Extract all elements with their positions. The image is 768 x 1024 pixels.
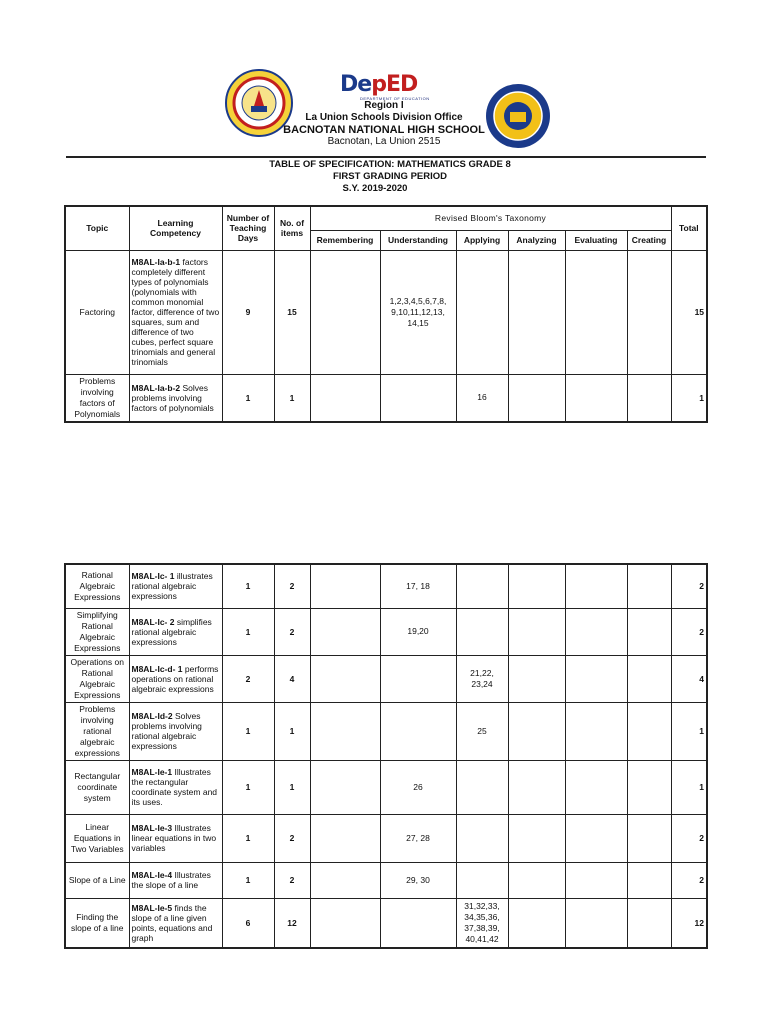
col-understanding: Understanding (380, 230, 456, 250)
days-cell: 1 (222, 564, 274, 608)
applying-cell: 16 (456, 374, 508, 422)
total-cell: 4 (671, 655, 707, 702)
remembering-cell (310, 608, 380, 655)
evaluating-cell (565, 564, 627, 608)
applying-cell: 21,22, 23,24 (456, 655, 508, 702)
table-row (65, 814, 707, 862)
competency-description: Illustrates the slope of a line (131, 870, 211, 890)
competency-cell (129, 655, 222, 702)
applying-cell (456, 760, 508, 814)
table-row (65, 760, 707, 814)
understanding-cell (380, 655, 456, 702)
letterhead (0, 60, 768, 160)
items-cell: 1 (274, 760, 310, 814)
items-cell: 4 (274, 655, 310, 702)
remembering-cell (310, 814, 380, 862)
competency-cell (129, 702, 222, 760)
evaluating-cell (565, 250, 627, 374)
school-name: BACNOTAN NATIONAL HIGH SCHOOL (283, 124, 485, 136)
competency-code: M8AL-Ic- 1 (131, 571, 175, 582)
applying-cell (456, 608, 508, 655)
understanding-cell: 1,2,3,4,5,6,7,8, 9,10,11,12,13, 14,15 (380, 250, 456, 374)
applying-cell (456, 250, 508, 374)
topic-cell: Slope of a Line (65, 862, 129, 898)
document-title (240, 159, 540, 195)
competency-description: Solves problems involving rational algebraic expressions (131, 711, 202, 751)
col-days: Number of Teaching Days (222, 206, 274, 250)
competency-code: M8AL-Ia-b-2 (131, 382, 181, 393)
competency-description: factors completely different types of polynomials (polynomials with common monomial factor, difference of two squares, sum and difference of two cubes, perfect square trinomials and general trinomials (131, 257, 220, 367)
address-text: Bacnotan, La Union 2515 (327, 136, 441, 147)
evaluating-cell (565, 862, 627, 898)
competency-cell (129, 250, 222, 374)
topic-cell: Problems involving factors of Polynomials (65, 374, 129, 422)
remembering-cell (310, 564, 380, 608)
topic-cell: Problems involving rational algebraic expressions (65, 702, 129, 760)
total-cell: 1 (671, 702, 707, 760)
topic-cell: Rational Algebraic Expressions (65, 564, 129, 608)
col-creating: Creating (627, 230, 671, 250)
understanding-cell: 27, 28 (380, 814, 456, 862)
evaluating-cell (565, 608, 627, 655)
division-text: La Union Schools Division Office (305, 112, 463, 123)
col-bloom: Revised Bloom's Taxonomy (310, 206, 671, 230)
topic-cell: Linear Equations in Two Variables (65, 814, 129, 862)
title-line-3: S.Y. 2019-2020 (342, 183, 408, 194)
remembering-cell (310, 702, 380, 760)
analyzing-cell (508, 374, 565, 422)
evaluating-cell (565, 374, 627, 422)
competency-cell (129, 814, 222, 862)
table-row (65, 250, 707, 374)
topic-cell: Finding the slope of a line (65, 898, 129, 948)
total-cell: 2 (671, 862, 707, 898)
table-row (65, 898, 707, 948)
items-cell: 15 (274, 250, 310, 374)
items-cell: 1 (274, 374, 310, 422)
analyzing-cell (508, 814, 565, 862)
days-cell: 1 (222, 862, 274, 898)
remembering-cell (310, 898, 380, 948)
competency-code: M8AL-Ic-d- 1 (131, 663, 183, 674)
understanding-cell (380, 374, 456, 422)
total-cell: 1 (671, 374, 707, 422)
evaluating-cell (565, 655, 627, 702)
col-topic: Topic (65, 206, 129, 250)
col-total: Total (671, 206, 707, 250)
school-info (260, 100, 508, 148)
competency-code: M8AL-Ia-b-1 (131, 257, 181, 267)
deped-subtitle: DEPARTMENT OF EDUCATION (360, 96, 430, 101)
understanding-cell: 19,20 (380, 608, 456, 655)
competency-cell (129, 862, 222, 898)
total-cell: 2 (671, 564, 707, 608)
competency-code: M8AL-Ie-1 (131, 767, 173, 777)
region-text: Region I (364, 100, 404, 111)
topic-cell: Rectangular coordinate system (65, 760, 129, 814)
analyzing-cell (508, 250, 565, 374)
evaluating-cell (565, 814, 627, 862)
competency-description: illustrates rational algebraic expressions (131, 571, 213, 602)
creating-cell (627, 374, 671, 422)
understanding-cell: 29, 30 (380, 862, 456, 898)
competency-description: finds the slope of a line given points, equations and graph (131, 902, 213, 943)
col-analyzing: Analyzing (508, 230, 565, 250)
competency-code: M8AL-Id-2 (131, 711, 173, 721)
remembering-cell (310, 374, 380, 422)
header-divider (66, 156, 706, 158)
items-cell: 1 (274, 702, 310, 760)
col-applying: Applying (456, 230, 508, 250)
competency-cell (129, 374, 222, 422)
total-cell: 12 (671, 898, 707, 948)
items-cell: 12 (274, 898, 310, 948)
creating-cell (627, 898, 671, 948)
col-competency: Learning Competency (129, 206, 222, 250)
title-line-2: FIRST GRADING PERIOD (332, 171, 447, 182)
understanding-cell: 26 (380, 760, 456, 814)
creating-cell (627, 250, 671, 374)
analyzing-cell (508, 702, 565, 760)
days-cell: 2 (222, 655, 274, 702)
deped-wordmark: DepED (340, 72, 418, 97)
table-row (65, 608, 707, 655)
analyzing-cell (508, 862, 565, 898)
applying-cell: 31,32,33, 34,35,36, 37,38,39, 40,41,42 (456, 898, 508, 948)
creating-cell (627, 814, 671, 862)
col-items: No. of items (274, 206, 310, 250)
analyzing-cell (508, 608, 565, 655)
competency-code: M8AL-Ic- 2 (131, 616, 175, 627)
table-row (65, 564, 707, 608)
items-cell: 2 (274, 862, 310, 898)
days-cell: 1 (222, 374, 274, 422)
competency-code: M8AL-Ie-3 (131, 823, 173, 833)
competency-description: Solves problems involving factors of polynomials (131, 382, 214, 413)
remembering-cell (310, 250, 380, 374)
topic-cell: Factoring (65, 250, 129, 374)
specification-table-1 (64, 205, 708, 423)
creating-cell (627, 760, 671, 814)
competency-description: Illustrates linear equations in two variables (131, 823, 217, 853)
evaluating-cell (565, 702, 627, 760)
competency-cell (129, 898, 222, 948)
days-cell: 1 (222, 760, 274, 814)
items-cell: 2 (274, 814, 310, 862)
remembering-cell (310, 760, 380, 814)
competency-code: M8AL-Ie-4 (131, 870, 173, 880)
remembering-cell (310, 862, 380, 898)
table-row (65, 374, 707, 422)
days-cell: 1 (222, 608, 274, 655)
col-evaluating: Evaluating (565, 230, 627, 250)
days-cell: 1 (222, 814, 274, 862)
total-cell: 1 (671, 760, 707, 814)
items-cell: 2 (274, 608, 310, 655)
creating-cell (627, 702, 671, 760)
applying-cell (456, 862, 508, 898)
analyzing-cell (508, 760, 565, 814)
remembering-cell (310, 655, 380, 702)
analyzing-cell (508, 898, 565, 948)
competency-cell (129, 608, 222, 655)
analyzing-cell (508, 655, 565, 702)
applying-cell: 25 (456, 702, 508, 760)
deped-logo (340, 72, 430, 102)
col-remembering: Remembering (310, 230, 380, 250)
creating-cell (627, 608, 671, 655)
competency-cell (129, 760, 222, 814)
total-cell: 15 (671, 250, 707, 374)
competency-code: M8AL-Ie-5 (131, 902, 173, 913)
days-cell: 6 (222, 898, 274, 948)
topic-cell: Simplifying Rational Algebraic Expressions (65, 608, 129, 655)
days-cell: 9 (222, 250, 274, 374)
topic-cell: Operations on Rational Algebraic Expressions (65, 655, 129, 702)
creating-cell (627, 862, 671, 898)
creating-cell (627, 564, 671, 608)
total-cell: 2 (671, 814, 707, 862)
total-cell: 2 (671, 608, 707, 655)
understanding-cell: 17, 18 (380, 564, 456, 608)
table-row (65, 862, 707, 898)
title-line-1: TABLE OF SPECIFICATION: MATHEMATICS GRADE 8 (269, 159, 511, 170)
items-cell: 2 (274, 564, 310, 608)
specification-table-2 (64, 563, 708, 949)
table-row (65, 702, 707, 760)
competency-description: Illustrates the rectangular coordinate system and its uses. (131, 767, 218, 807)
competency-cell (129, 564, 222, 608)
competency-description: simplifies rational algebraic expressions (131, 616, 212, 647)
understanding-cell (380, 898, 456, 948)
analyzing-cell (508, 564, 565, 608)
creating-cell (627, 655, 671, 702)
table-row (65, 655, 707, 702)
days-cell: 1 (222, 702, 274, 760)
competency-description: performs operations on rational algebraic expressions (131, 663, 219, 694)
evaluating-cell (565, 898, 627, 948)
understanding-cell (380, 702, 456, 760)
applying-cell (456, 814, 508, 862)
evaluating-cell (565, 760, 627, 814)
applying-cell (456, 564, 508, 608)
